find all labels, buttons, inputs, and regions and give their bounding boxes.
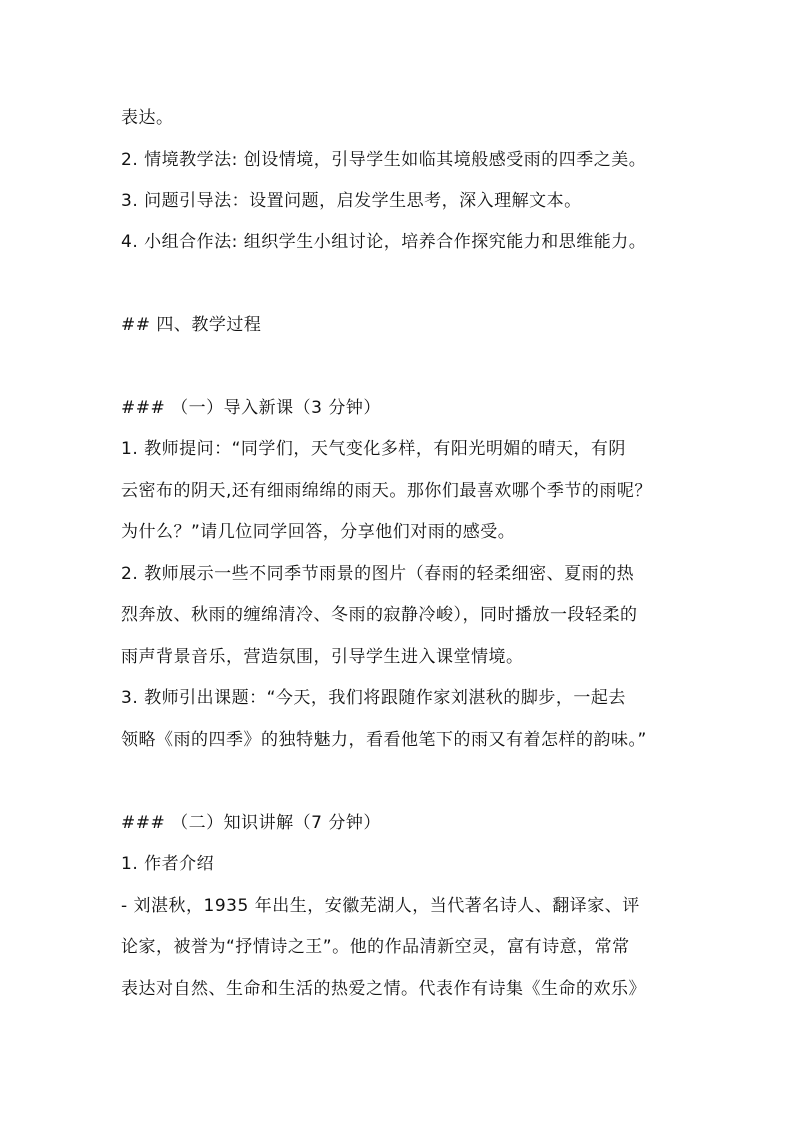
text-line: 1. 作者介绍 xyxy=(121,854,215,874)
text-line: 烈奔放、秋雨的缠绵清冷、冬雨的寂静冷峻），同时播放一段轻柔的 xyxy=(121,605,638,625)
subsection-heading: ### （一）导入新课（3 分钟） xyxy=(121,398,381,418)
list-item: 3. 问题引导法：设置问题，启发学生思考，深入理解文本。 xyxy=(121,191,582,211)
list-item: 4. 小组合作法: 组织学生小组讨论，培养合作探究能力和思维能力。 xyxy=(121,232,647,252)
text-line: 雨声背景音乐，营造氛围，引导学生进入课堂情境。 xyxy=(121,647,524,667)
text-line: - 刘湛秋，1935 年出生，安徽芜湖人，当代著名诗人、翻译家、评 xyxy=(121,896,640,916)
text-line: 云密布的阴天,还有细雨绵绵的雨天。那你们最喜欢哪个季节的雨呢？ xyxy=(121,481,652,501)
text-line: 领略《雨的四季》的独特魅力，看看他笔下的雨又有着怎样的韵味。” xyxy=(121,730,647,750)
text-line: 表达对自然、生命和生活的热爱之情。代表作有诗集《生命的欢乐》 xyxy=(121,979,646,999)
text-line: 2. 教师展示一些不同季节雨景的图片（春雨的轻柔细密、夏雨的热 xyxy=(121,564,635,584)
text-line: 1. 教师提问：“同学们，天气变化多样，有阳光明媚的晴天，有阴 xyxy=(121,439,626,459)
list-item: 2. 情境教学法: 创设情境，引导学生如临其境般感受雨的四季之美。 xyxy=(121,150,647,170)
section-heading: ## 四、教学过程 xyxy=(121,315,262,335)
subsection-heading: ### （二）知识讲解（7 分钟） xyxy=(121,813,381,833)
text-line: 论家，被誉为“抒情诗之王”。他的作品清新空灵，富有诗意，常常 xyxy=(121,937,630,957)
text-line: 为什么？”请几位同学回答，分享他们对雨的感受。 xyxy=(121,522,516,542)
text-line: 3. 教师引出课题：“今天，我们将跟随作家刘湛秋的脚步，一起去 xyxy=(121,688,626,708)
text-line: 表达。 xyxy=(121,108,174,128)
